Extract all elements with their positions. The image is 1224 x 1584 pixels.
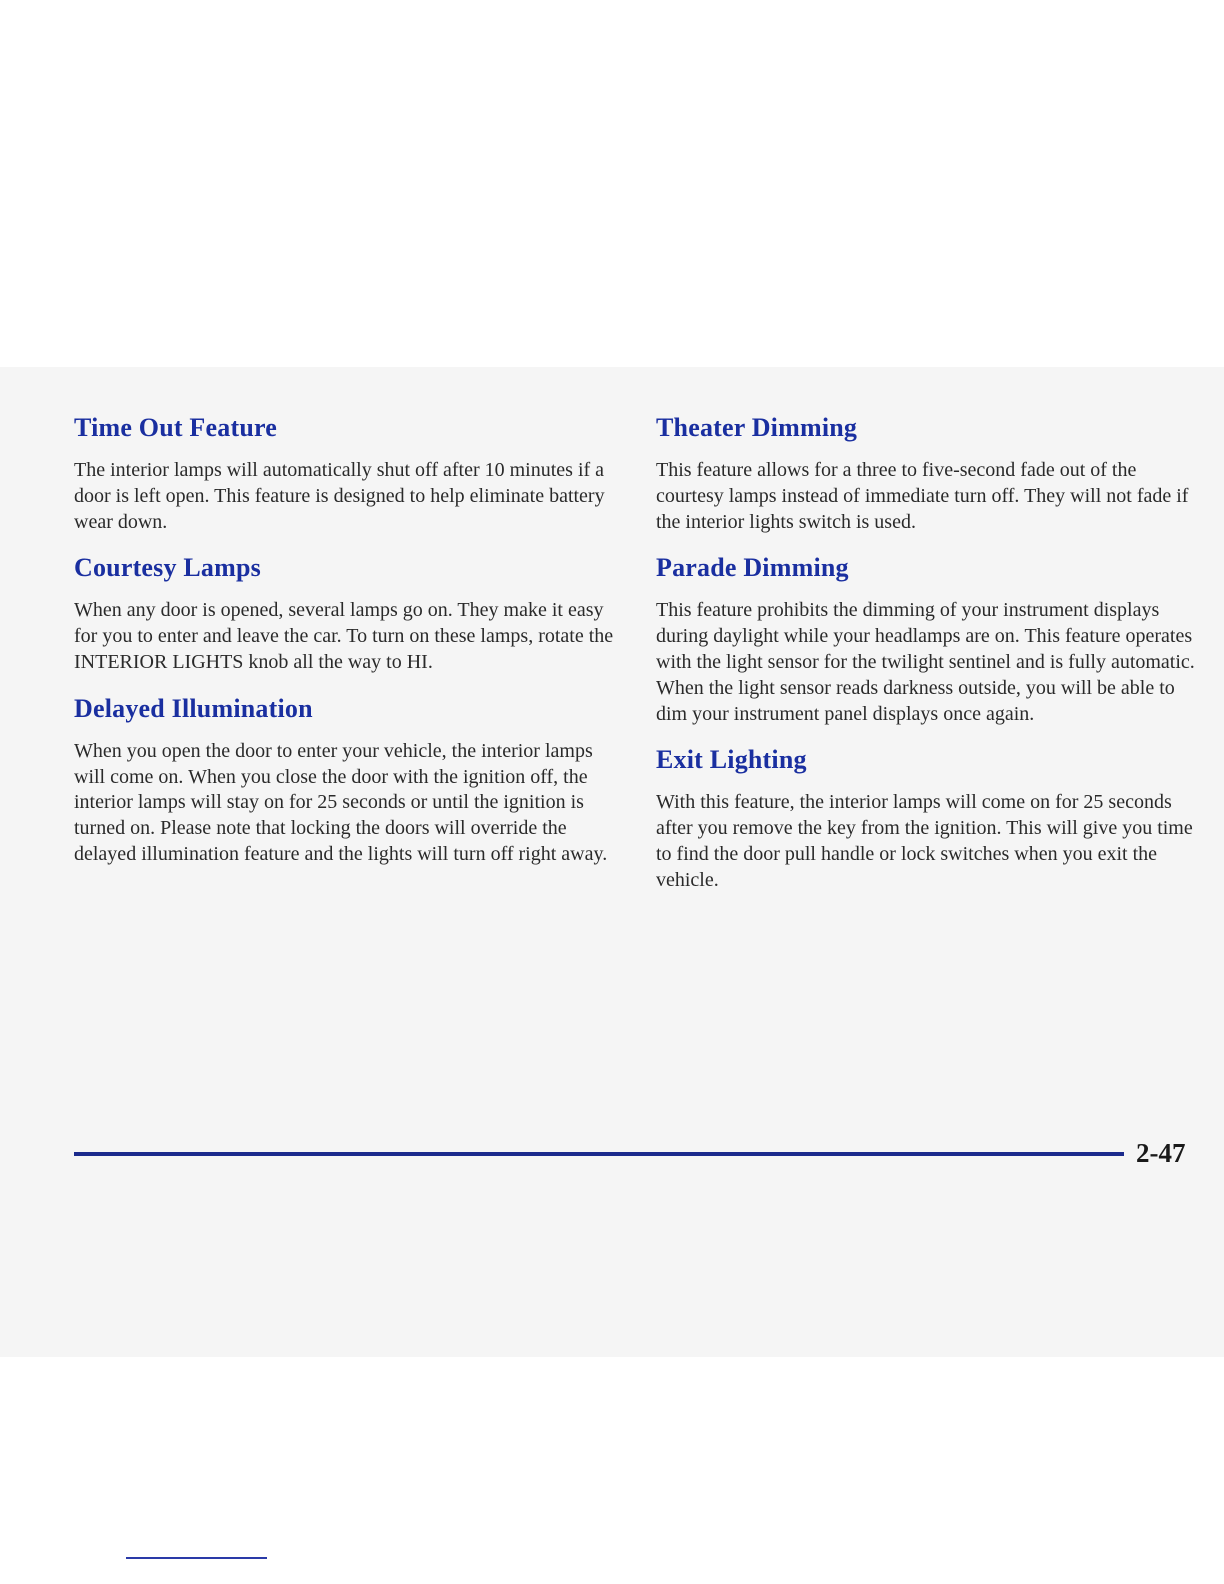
right-column <box>656 412 1196 911</box>
courtesy-lamps-body: When any door is opened, several lamps go on. They make it easy for you to enter and leave the car. To turn on these lamps, rotate the INTERIOR LIGHTS knob all the way to HI. <box>74 599 614 673</box>
parade-dimming-heading: Parade Dimming <box>656 553 849 583</box>
exit-lighting-body: With this feature, the interior lamps will come on for 25 seconds after you remove the key from the ignition. This will give you time to find the door pull handle or lock switches when you exit the vehicle. <box>656 791 1193 891</box>
theater-dimming-heading: Theater Dimming <box>656 413 858 442</box>
time-out-feature-body: The interior lamps will automatically shut off after 10 minutes if a door is left open. This feature is designed to help eliminate battery wear down. <box>74 459 605 533</box>
footer-rule <box>74 1152 1124 1156</box>
page-number: 2-47 <box>1136 1138 1186 1168</box>
parade-dimming-body: This feature prohibits the dimming of your instrument displays during daylight while your headlamps are on. This feature operates with the light sensor for the twilight sentinel and is fully automatic. When the light sensor reads darkness outside, you will be able to dim your instrument panel displays once again. <box>656 599 1195 725</box>
bottom-rule-mark <box>126 1557 267 1559</box>
delayed-illumination-body: When you open the door to enter your vehicle, the interior lamps will come on. When you close the door with the ignition off, the interior lamps will stay on for 25 seconds or until the ignition is turned on. Please note that locking the doors will override the delayed illumination feature and the lights will turn off right away. <box>74 739 608 865</box>
theater-dimming-body: This feature allows for a three to five-second fade out of the courtesy lamps instead of immediate turn off. They will not fade if the interior lights switch is used. <box>656 459 1189 533</box>
time-out-feature-heading: Time Out Feature <box>74 413 277 442</box>
left-column <box>74 412 614 885</box>
courtesy-lamps-heading: Courtesy Lamps <box>74 553 261 583</box>
exit-lighting-heading: Exit Lighting <box>656 745 807 775</box>
delayed-illumination-heading: Delayed Illumination <box>74 693 313 723</box>
